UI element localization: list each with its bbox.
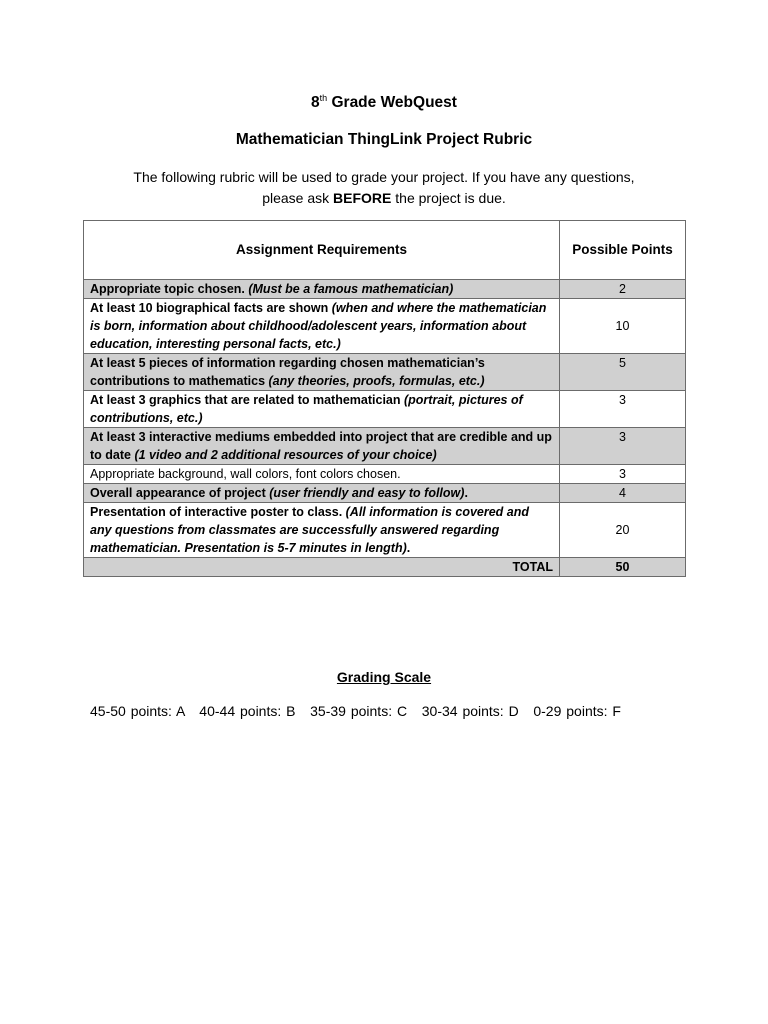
table-row	[84, 428, 686, 465]
requirement-text: At least 3 interactive mediums embedded into project that are credible and up to date	[90, 430, 552, 462]
requirement-text: At least 10 biographical facts are shown	[90, 301, 332, 315]
table-row	[84, 299, 686, 354]
intro-before-emphasis: BEFORE	[333, 190, 392, 206]
rubric-title: Mathematician ThingLink Project Rubric	[235, 131, 533, 148]
intro-line-2-suffix: the project is due.	[391, 190, 506, 206]
table-row	[84, 280, 686, 299]
requirement-cell	[84, 484, 560, 503]
intro-line-2-prefix: please ask	[262, 190, 334, 206]
requirement-note: (any theories, proofs, formulas, etc.)	[268, 374, 485, 388]
points-cell: 3	[560, 428, 686, 465]
table-row	[84, 503, 686, 558]
grade-number: 8	[311, 94, 320, 111]
requirement-cell	[84, 465, 560, 484]
requirement-note: (user friendly and easy to follow)	[269, 486, 465, 500]
total-value: 50	[560, 558, 686, 577]
requirement-note: (1 video and 2 additional resources of your choice)	[134, 448, 437, 462]
requirement-cell	[84, 299, 560, 354]
intro-line-2	[90, 188, 678, 209]
requirement-text: At least 5 pieces of information regarding chosen mathematician’s contributions to mathematics	[90, 356, 485, 388]
requirement-text: At least 3 graphics that are related to mathematician	[90, 393, 404, 407]
requirement-text: Appropriate topic chosen.	[90, 282, 249, 296]
requirement-cell	[84, 391, 560, 428]
total-label: TOTAL	[84, 558, 560, 577]
points-cell: 20	[560, 503, 686, 558]
points-cell: 10	[560, 299, 686, 354]
page-heading	[0, 93, 768, 112]
requirement-note: (Must be a famous mathematician)	[248, 282, 454, 296]
table-header-row	[84, 221, 686, 280]
requirement-note: (All information is covered and any questions from classmates are successfully answered regarding mathematician. Presentation is 5-7 minutes in length)	[90, 505, 530, 555]
points-cell: 4	[560, 484, 686, 503]
table-row	[84, 484, 686, 503]
table-row	[84, 354, 686, 391]
table-row	[84, 391, 686, 428]
points-cell: 3	[560, 391, 686, 428]
requirement-cell	[84, 354, 560, 391]
requirement-note: (portrait, pictures of contributions, etc.)	[90, 393, 523, 425]
points-cell: 5	[560, 354, 686, 391]
requirement-text: Appropriate background, wall colors, font colors chosen.	[90, 467, 401, 481]
header-possible-points: Possible Points	[560, 221, 686, 280]
requirement-note: (when and where the mathematician is born, information about childhood/adolescent years, information about education, interesting personal facts, etc.)	[90, 301, 547, 351]
points-cell: 3	[560, 465, 686, 484]
grading-scale-title: Grading Scale	[336, 669, 432, 685]
table-row	[84, 465, 686, 484]
points-cell: 2	[560, 280, 686, 299]
total-row	[84, 558, 686, 577]
intro-line-1: The following rubric will be used to grade your project. If you have any questions,	[133, 169, 635, 185]
rubric-table	[83, 220, 686, 577]
requirement-cell	[84, 428, 560, 465]
grade-superscript: th	[319, 93, 328, 103]
requirement-suffix: .	[464, 486, 468, 500]
requirement-cell	[84, 503, 560, 558]
requirement-cell	[84, 280, 560, 299]
header-assignment-requirements: Assignment Requirements	[84, 221, 560, 280]
grade-heading-text: Grade WebQuest	[327, 94, 457, 111]
grading-scale-line: 45-50 points: A 40-44 points: B 35-39 points: C 30-34 points: D 0-29 points: F	[90, 703, 621, 719]
requirement-text: Overall appearance of project	[90, 486, 270, 500]
requirement-suffix: .	[406, 541, 411, 555]
requirement-text: Presentation of interactive poster to class.	[90, 505, 346, 519]
intro-paragraph	[90, 167, 678, 209]
